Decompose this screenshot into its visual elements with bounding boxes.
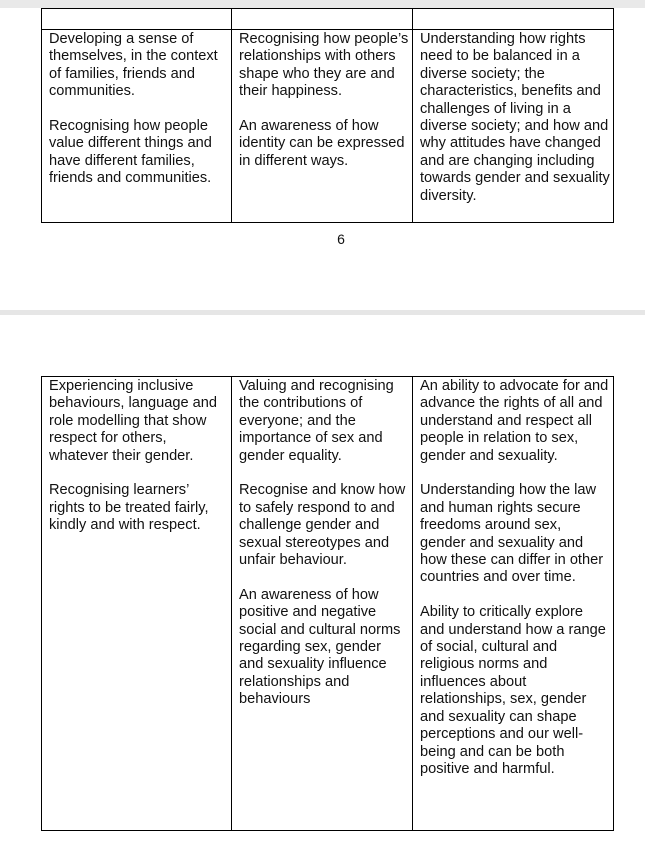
table-row <box>42 30 614 223</box>
cell-paragraph: An awareness of how identity can be expressed in different ways. <box>239 118 405 169</box>
cell-paragraph: Understanding how the law and human rights secure freedoms around sex, gender and sexuality and how these can differ in other countries and over time. <box>420 482 604 586</box>
viewer-top-edge <box>0 0 645 8</box>
table-cell <box>413 9 614 30</box>
table-cell-column-2 <box>232 377 413 831</box>
cell-paragraph: Developing a sense of themselves, in the context of families, friends and communities. <box>49 31 218 100</box>
page-number: 6 <box>337 231 345 247</box>
cell-paragraph: Recognising how people value different things and have different families, friends and communities. <box>49 118 212 187</box>
cell-paragraph: Experiencing inclusive behaviours, language and role modelling that show respect for others, whatever their gender. <box>49 378 217 464</box>
table-cell <box>232 9 413 30</box>
table-cell-column-1 <box>42 30 232 223</box>
table-row <box>42 377 614 831</box>
table-row-partial <box>42 9 614 30</box>
cell-paragraph: Ability to critically explore and understand how a range of social, cultural and religious norms and influences about relationships, sex, gender and sexuality can shape perceptions and our well-being and can be both positive and harmful. <box>420 604 606 777</box>
cell-paragraph: An awareness of how positive and negative social and cultural norms regarding sex, gender and sexuality influence relationships and behaviours <box>239 586 401 708</box>
cell-paragraph: Recognise and know how to safely respond to and challenge gender and sexual stereotypes and unfair behaviour. <box>239 482 406 569</box>
table-cell-column-1 <box>42 377 232 831</box>
table-cell-column-3 <box>413 377 614 831</box>
curriculum-table-page-6 <box>41 8 614 223</box>
table-cell <box>42 9 232 30</box>
cell-paragraph: Understanding how rights need to be balanced in a diverse society; the characteristics, benefits and challenges of living in a diverse society; and how and why attitudes have changed and are changing including towards gender and sexuality diversity. <box>420 31 610 204</box>
table-cell-column-3 <box>413 30 614 223</box>
cell-paragraph: Recognising learners’ rights to be treated fairly, kindly and with respect. <box>49 482 209 534</box>
cell-paragraph: Valuing and recognising the contributions of everyone; and the importance of sex and gender equality. <box>239 378 394 464</box>
table-cell-column-2 <box>232 30 413 223</box>
cell-paragraph: Recognising how people’s relationships with others shape who they are and their happiness. <box>239 31 409 100</box>
page-separator <box>0 310 645 315</box>
curriculum-table-page-7 <box>41 376 614 831</box>
cell-paragraph: An ability to advocate for and advance the rights of all and understand and respect all people in relation to sex, gender and sexuality. <box>420 378 609 464</box>
